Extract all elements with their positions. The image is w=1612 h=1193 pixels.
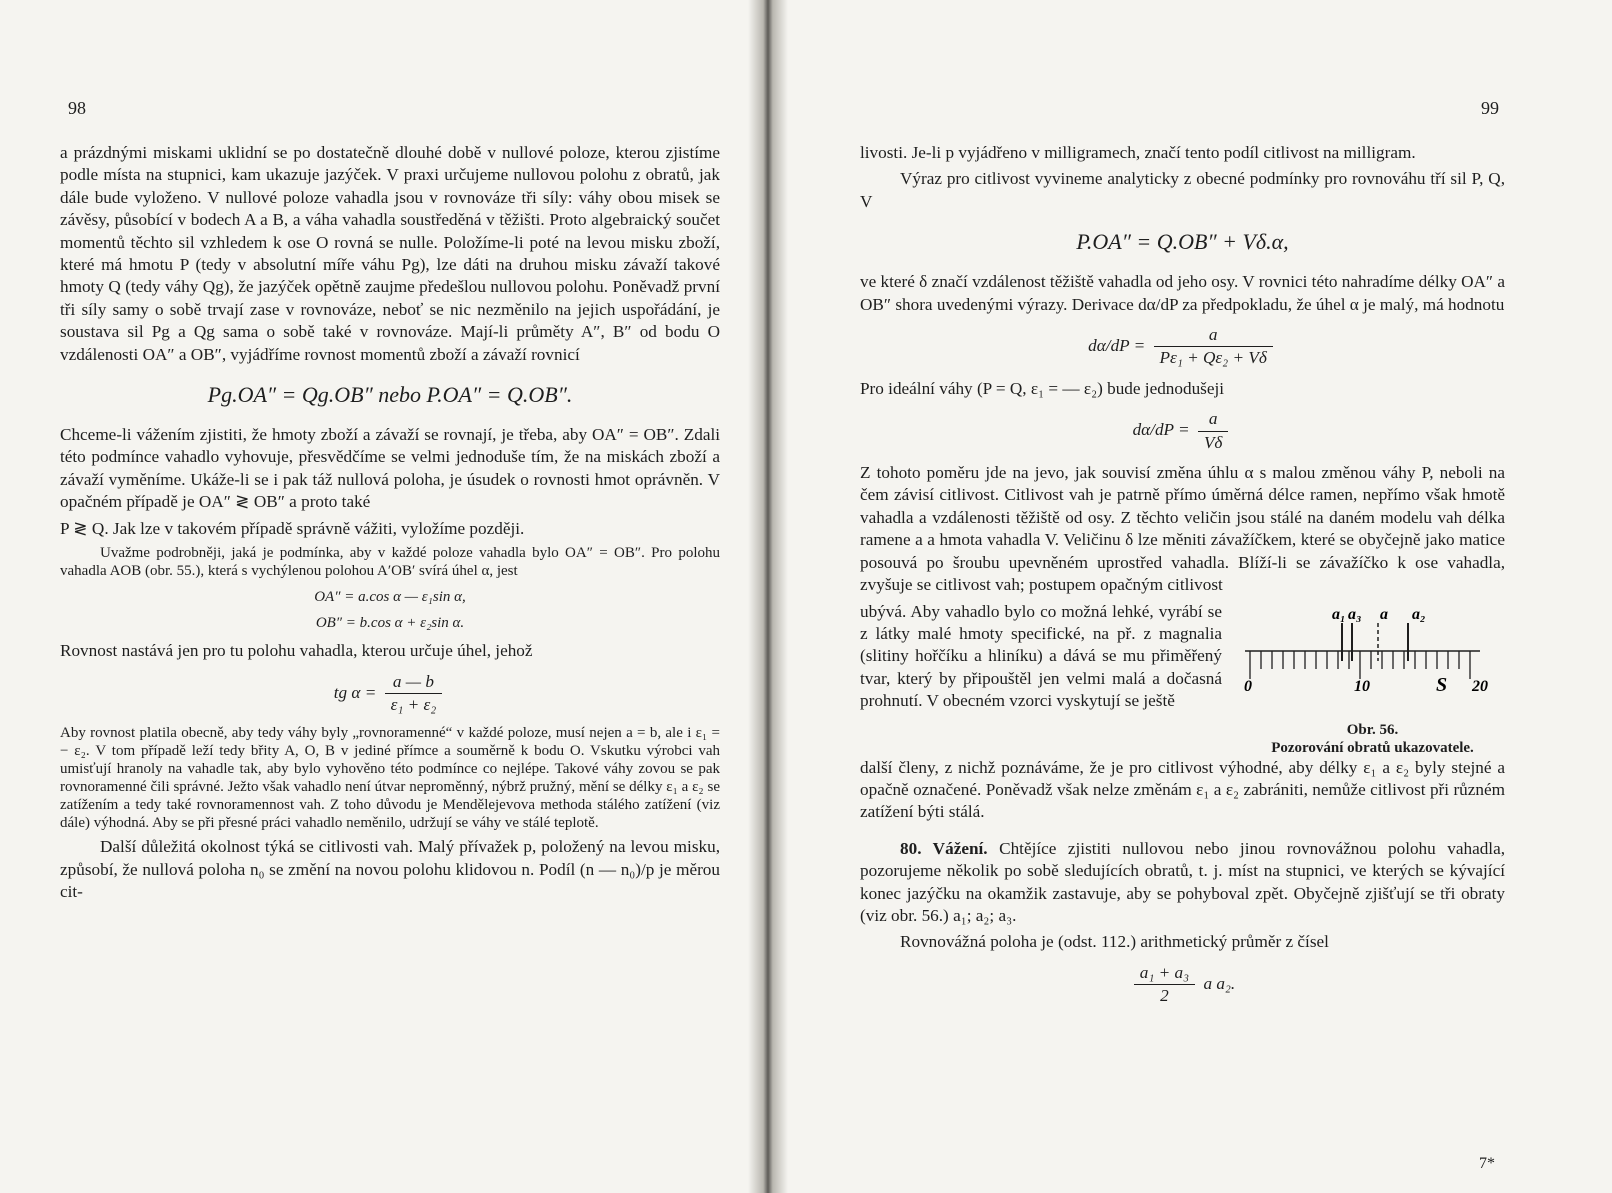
right-paragraph-6: ubývá. Aby vahadlo bylo co možná lehké, vyrábí se z látky malé hmoty specifické, na př. z magnalia (slitiny hořčíku a hliníku) a dává se mu přiměřený tvar, který by připouštěl jen velmi malá a dočasná prohnutí. V obecném vzorci vyskytují se ještě — [860, 601, 1222, 711]
right-paragraph-9: Rovnovážná poloha je (odst. 112.) arithmetický průměr z čísel — [900, 932, 1329, 952]
right-paragraph-1: livosti. Je-li p vyjádřeno v milligramech, značí tento podíl citlivost na milligram. — [860, 143, 1416, 162]
signature-mark: 7* — [1479, 1155, 1495, 1172]
formula-deriv-fraction — [1154, 324, 1273, 370]
right-paragraph-8-text: Chtějíce zjistiti nullovou nebo jinou rovnovážnou polohu vahadla, pozorujeme několik po sobě sledujících obratů, t. j. míst na stupnici, ve kterých se kývající konec jazýčku na okamžik zastavuje, aby se pohyboval zpět. Obyčejně zjišťují se tři obraty (viz obr. 56.) a₁; a₂; a₃. — [860, 838, 1506, 925]
left-page-text — [60, 142, 720, 908]
mark-label-a1: a₁ — [1332, 605, 1346, 623]
left-paragraph-3: P ≷ Q. Jak lze v takovém případě správně vážiti, vyložíme později. — [60, 518, 525, 538]
formula-mean-den: 2 — [1160, 986, 1169, 1006]
formula-deriv-num: a — [1154, 324, 1273, 347]
mark-label-a3: a₃ — [1348, 605, 1362, 623]
right-paragraph-5: Z tohoto poměru jde na jevo, jak souvisí změna úhlu α s malou změnou váhy P, neboli na čem závisí citlivost. Citlivost vah je patrně přímo úměrná délce ramen, nepřímo však hmotě vahadla a vzdálenosti těžiště od osy. Z těchto veličin jsou stálé na daném modelu vah délka ramene a a hmota vahadla V. Veličinu δ lze měniti závažíčkem, které se obyčejně jako matice posouvá po šroubu upevněném uprostřed vahadla. Blíží-li se závažíčko k ose vahadla, zvyšuje se citlivost vah; postupem opačným citlivost — [860, 463, 1505, 595]
formula-deriv-den: Pε₁ + Qε₂ + Vδ — [1159, 348, 1267, 368]
right-page-number: 99 — [1481, 98, 1499, 118]
formula-ideal — [860, 408, 1505, 454]
formula-tg-fraction — [385, 671, 443, 717]
right-paragraph-4: Pro ideální váhy (P = Q, ε₁ = — ε₂) bude jednodušeji — [860, 378, 1225, 398]
formula-oa: OA″ = a.cos α — ε₁sin α, — [314, 589, 466, 606]
right-page — [860, 0, 1505, 1193]
formula-tg — [60, 671, 720, 717]
formula-ideal-lhs: dα/dP = — [1132, 420, 1190, 440]
formula-ideal-num: a — [1198, 408, 1229, 431]
mark-label-a: a — [1380, 605, 1388, 623]
right-paragraph-8 — [860, 838, 1505, 928]
scale-label-20: 20 — [1472, 677, 1488, 695]
formula-moments: Pg.OA″ = Qg.OB″ nebo P.OA″ = Q.OB″. — [207, 382, 573, 408]
left-paragraph-6: Aby rovnost platila obecně, aby tedy váhy byly „rovnoramenné“ v každé poloze, musí nejen a = b, ale i ε₁ = − ε₂. V tom případě leží tedy břity A, O, B v jediné přímce a souměrně k bodu O. Vskutku výrobci vah umisťují hranoly na vahadle tak, aby bylo vyhověno této podmínce co nejlépe. Takové váhy zovou se pak rovnoramenné čili správné. Ježto však vahadlo není útvar neproměnný, nýbrž pružný, mění se délky ε₁ a ε₂ se zatížením a tedy také rovnoramennost vah. Z toho důvodu je Mendělejevova methoda stálého zatížení (viz dále) výhodná. Aby se při přesné práci vahadlo neměnilo, udržují se váhy ve stálé teplotě. — [60, 725, 720, 832]
formula-mean-tail: a a₂. — [1203, 973, 1236, 993]
left-paragraph-1: a prázdnými miskami uklidní se po dostatečně dlouhé době v nullové poloze, kterou zjistíme podle místa na stupnici, kam ukazuje jazýček. V praxi určujeme nullovou polohu z obratů, jak dále bude vyloženo. V nullové poloze vahadla jsou v rovnováze tři síly: váhy obou misek se závěsy, působící v bodech A a B, a váha vahadla soustředěná v těžišti. Proto algebraický součet momentů těchto sil vzhledem k ose O rovná se nulle. Položíme-li poté na levou misku zboží, které má hmotu P (tedy v absolutní míře váhu Pg), lze dáti na druhou misku závaží takové hmoty Q (tedy váhy Qg), že jazýček opětně zaujme předešlou nullovou polohu. Poněvadž první tři síly samy o sobě trvají zase v rovnováze, neboť se nic nezměnilo na jejich uspořádání, je soustava sil Pg a Qg sama o sobě také v rovnováze. Mají-li průměty A″, B″ od bodu O vzdálenosti OA″ a OB″, vyjádříme rovnost momentů zboží a závaží rovnicí — [60, 143, 720, 364]
figure-wrap — [860, 601, 1505, 757]
left-paragraph-2: Chceme-li vážením zjistiti, že hmoty zboží a závaží se rovnají, je třeba, aby OA″ = OB″. Zdali této podmínce vahadlo vyhovuje, přesvědčíme se velmi jednoduše tím, že na miskách zboží a závaží vyměníme. Ukáže-li se i pak táž nullová poloha, je úsudek o rovnosti hmot oprávněn. V opačném případě je OA″ ≷ OB″ a proto také — [60, 425, 720, 512]
left-paragraph-4: Uvažme podrobněji, jaká je podmínka, aby v každé poloze vahadla bylo OA″ = OB″. Pro polohu vahadla AOB (obr. 55.), která s vychýlenou polohou A′OB′ svírá úhel α, jest — [60, 545, 720, 580]
formula-mean-fraction — [1134, 962, 1195, 1008]
formula-ideal-den: Vδ — [1203, 432, 1223, 452]
left-page-number: 98 — [68, 98, 86, 118]
scale-label-0: 0 — [1244, 677, 1252, 695]
right-paragraph-7: další členy, z nichž poznáváme, že je pro citlivost výhodné, aby délky ε₁ a ε₂ byly stejné a opačně označené. Poněvadž však nelze změnám ε₁ a ε₂ zabrániti, nemůže citlivost při různém zatížení býti stálá. — [860, 757, 1505, 822]
right-page-text — [860, 142, 1505, 1016]
formula-tg-lhs: tg α = — [333, 682, 377, 702]
scale-label-10: 10 — [1354, 677, 1370, 695]
scale-diagram — [1240, 601, 1505, 721]
formula-tg-den: ε₁ + ε₂ — [390, 694, 437, 714]
figure-56 — [1240, 601, 1505, 757]
formula-balance: P.OA″ = Q.OB″ + Vδ.α, — [1076, 229, 1289, 255]
left-page — [60, 0, 720, 1193]
formula-mean-num: a₁ + a₃ — [1134, 962, 1195, 985]
right-paragraph-3: ve které δ značí vzdálenost těžiště vahadla od jeho osy. V rovnici této nahradíme délky OA″ a OB″ shora uvedenými výrazy. Derivace dα/dP za předpokladu, že úhel α je malý, má hodnotu — [860, 272, 1505, 314]
formula-deriv-lhs: dα/dP = — [1088, 335, 1146, 355]
section-heading: 80. Vážení. — [900, 838, 988, 858]
book-gutter — [748, 0, 788, 1193]
formula-ideal-fraction — [1198, 408, 1229, 454]
mark-label-a2: a₂ — [1412, 605, 1426, 623]
formula-mean — [860, 962, 1505, 1008]
formula-derivative — [860, 324, 1505, 370]
formula-tg-num: a — b — [385, 671, 443, 694]
figure-caption-number: Obr. 56. — [1346, 721, 1399, 738]
figure-caption-text: Pozorování obratů ukazovatele. — [1271, 739, 1474, 756]
right-paragraph-2: Výraz pro citlivost vyvineme analyticky z obecné podmínky pro rovnováhu tří sil P, Q, V — [860, 169, 1505, 211]
left-paragraph-5: Rovnost nastává jen pro tu polohu vahadla, kterou určuje úhel, jehož — [60, 641, 533, 661]
left-paragraph-7: Další důležitá okolnost týká se citlivosti vah. Malý přívažek p, položený na levou misku, způsobí, že nullová poloha n₀ se změní na novou polohu klidovou n. Podíl (n — n₀)/p je měrou cit- — [60, 837, 720, 902]
formula-ob: OB″ = b.cos α + ε₂sin α. — [315, 615, 465, 632]
scale-label-s: S — [1436, 673, 1448, 696]
